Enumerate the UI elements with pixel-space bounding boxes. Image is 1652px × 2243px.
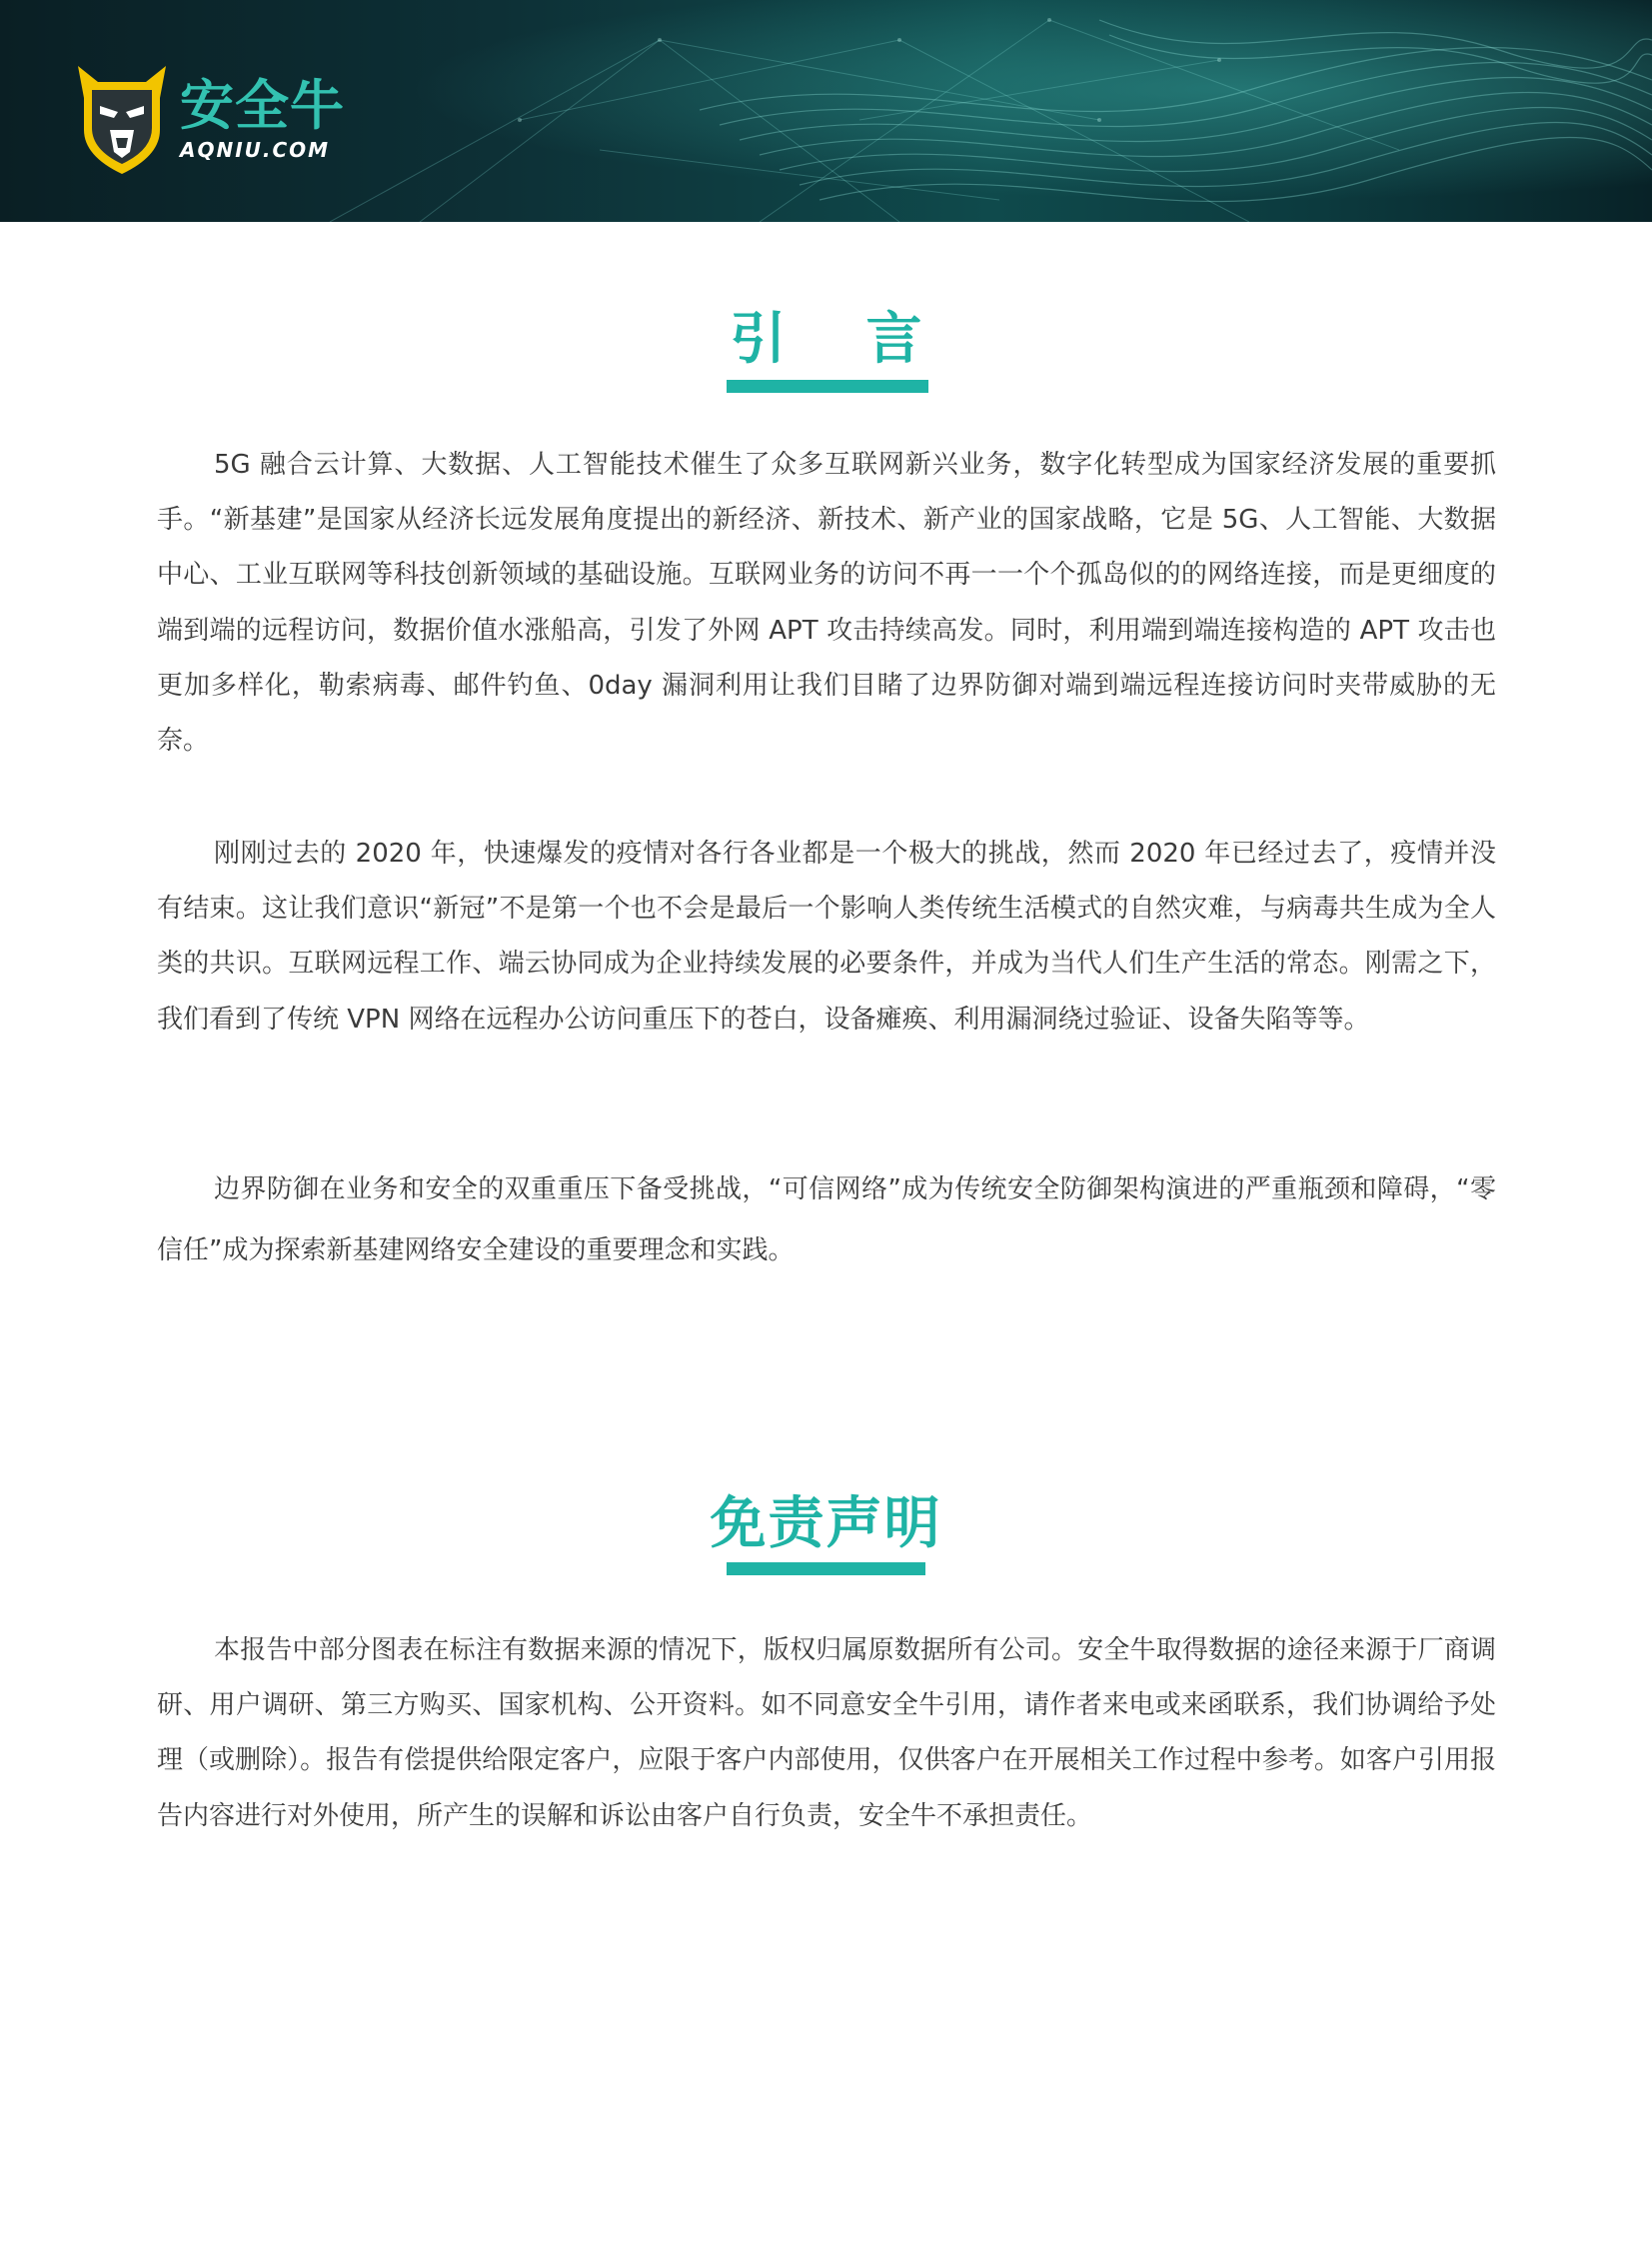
bull-shield-icon bbox=[74, 60, 170, 176]
header-banner bbox=[0, 0, 1652, 222]
intro-paragraph: 5G 融合云计算、大数据、人工智能技术催生了众多互联网新兴业务，数字化转型成为国家经济发展的重要抓手。“新基建”是国家从经济长远发展角度提出的新经济、新技术、新产业的国家战略，它是 5G、人工智能、大数据中心、工业互联网等科技创新领域的基础设施。互联网业务的访问不再一一个个孤岛似的的网络连接，而是更细度的端到端的远程访问，数据价值水涨船高，引发了外网 APT 攻击持续高发。同时，利用端到端连接构造的 APT 攻击也更加多样化，勒索病毒、邮件钓鱼、0day 漏洞利用让我们目睹了边界防御对端到端远程连接访问时夹带威胁的无奈。 bbox=[157, 450, 1496, 757]
disclaimer-paragraph: 本报告中部分图表在标注有数据来源的情况下，版权归属原数据所有公司。安全牛取得数据的途径来源于厂商调研、用户调研、第三方购买、国家机构、公开资料。如不同意安全牛引用，请作者来电或来函联系，我们协调给予处理（或删除）。报告有偿提供给限定客户，应限于客户内部使用，仅供客户在开展相关工作过程中参考。如客户引用报告内容进行对外使用，所产生的误解和诉讼由客户自行负责，安全牛不承担责任。 bbox=[157, 1635, 1496, 1831]
intro-paragraph: 刚刚过去的 2020 年，快速爆发的疫情对各行各业都是一个极大的挑战，然而 2020 年已经过去了，疫情并没有结束。这让我们意识“新冠”不是第一个也不会是最后一个影响人类传统生活模式的自然灾难，与病毒共生成为全人类的共识。互联网远程工作、端云协同成为企业持续发展的必要条件，并成为当代人们生产生活的常态。刚需之下，我们看到了传统 VPN 网络在远程办公访问重压下的苍白，设备瘫痪、利用漏洞绕过验证、设备失陷等等。 bbox=[157, 839, 1496, 1035]
brand-name: 安全牛 bbox=[180, 74, 345, 137]
intro-paragraph: 边界防御在业务和安全的双重重压下备受挑战，“可信网络”成为传统安全防御架构演进的严重瓶颈和障碍，“零信任”成为探索新基建网络安全建设的重要理念和实践。 bbox=[157, 1174, 1496, 1265]
brand-logo[interactable] bbox=[74, 60, 345, 180]
title-underline bbox=[727, 1562, 925, 1575]
brand-url: AQNIU.COM bbox=[180, 138, 331, 162]
section-title-intro: 引言 bbox=[730, 307, 1002, 372]
title-underline bbox=[727, 380, 928, 393]
section-title-disclaimer: 免责声明 bbox=[710, 1491, 942, 1556]
